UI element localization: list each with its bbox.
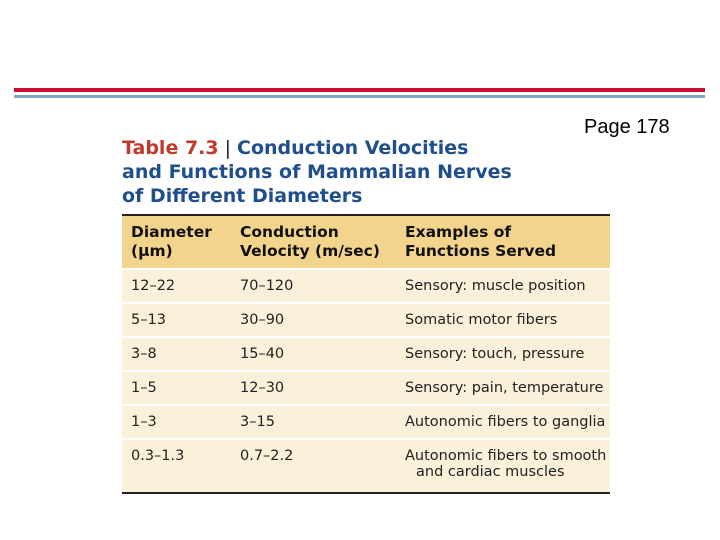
table-row bbox=[122, 336, 610, 370]
table-row bbox=[122, 302, 610, 336]
cell-function-line-2: and cardiac muscles bbox=[416, 464, 565, 480]
cell-function: Sensory: pain, temperature bbox=[405, 380, 604, 396]
table-header-row bbox=[122, 216, 610, 268]
cell-velocity: 12–30 bbox=[240, 380, 285, 396]
title-line-3: of Different Diameters bbox=[122, 185, 363, 207]
table-title bbox=[122, 136, 552, 208]
header-velocity-line-1: Conduction bbox=[240, 223, 339, 241]
cell-diameter: 1–3 bbox=[131, 414, 157, 430]
cell-function bbox=[396, 448, 610, 480]
data-table bbox=[122, 214, 610, 494]
header-velocity bbox=[231, 223, 396, 261]
table-row bbox=[122, 404, 610, 438]
cell-function: Sensory: muscle position bbox=[405, 278, 586, 294]
cell-velocity: 70–120 bbox=[240, 278, 294, 294]
cell-velocity: 0.7–2.2 bbox=[240, 448, 294, 464]
cell-function-line-1: Autonomic fibers to smooth bbox=[405, 448, 607, 464]
header-diameter bbox=[122, 223, 231, 261]
title-separator: | bbox=[224, 137, 232, 159]
table-number: Table 7.3 bbox=[122, 137, 219, 159]
header-velocity-line-2: Velocity (m/sec) bbox=[240, 242, 380, 260]
cell-diameter: 0.3–1.3 bbox=[131, 448, 185, 464]
header-diameter-line-1: Diameter bbox=[131, 223, 212, 241]
cell-velocity: 3–15 bbox=[240, 414, 275, 430]
table-row bbox=[122, 268, 610, 302]
header-functions-line-1: Examples of bbox=[405, 223, 512, 241]
top-red-rule bbox=[14, 88, 705, 92]
title-line-1: Conduction Velocities bbox=[237, 137, 469, 159]
title-line-2: and Functions of Mammalian Nerves bbox=[122, 161, 512, 183]
cell-diameter: 3–8 bbox=[131, 346, 157, 362]
table-row bbox=[122, 438, 610, 492]
header-diameter-line-2: (μm) bbox=[131, 242, 173, 260]
cell-diameter: 12–22 bbox=[131, 278, 176, 294]
cell-function: Somatic motor fibers bbox=[405, 312, 558, 328]
cell-diameter: 5–13 bbox=[131, 312, 166, 328]
cell-velocity: 30–90 bbox=[240, 312, 285, 328]
top-blue-rule bbox=[14, 95, 705, 98]
cell-function: Autonomic fibers to ganglia bbox=[405, 414, 606, 430]
header-functions-line-2: Functions Served bbox=[405, 242, 557, 260]
cell-diameter: 1–5 bbox=[131, 380, 157, 396]
table-row bbox=[122, 370, 610, 404]
page-label: Page 178 bbox=[584, 116, 670, 138]
cell-velocity: 15–40 bbox=[240, 346, 285, 362]
cell-function: Sensory: touch, pressure bbox=[405, 346, 585, 362]
header-functions bbox=[396, 223, 610, 261]
